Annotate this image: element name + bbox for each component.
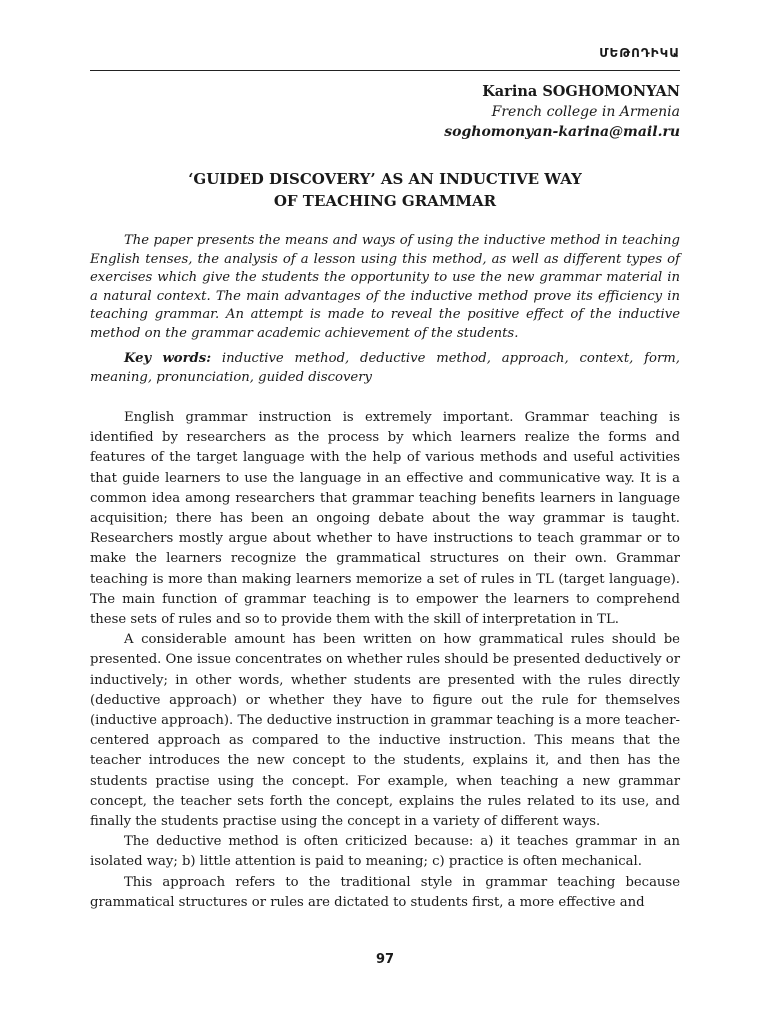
keywords <box>90 350 680 387</box>
abstract: The paper presents the means and ways of using the inductive method in teaching English tenses, the analysis of a lesson using this method, as well as different types of exercises which give the students the opportunity to use the new grammar material in a natural context. The main advantages of the inductive method prove its efficiency in teaching grammar. An attempt is made to reveal the positive effect of the inductive method on the grammar academic achievement of the students. <box>90 233 680 341</box>
document-page <box>90 0 680 1024</box>
body-text <box>90 408 680 913</box>
paper-title-line-2: OF TEACHING GRAMMAR <box>273 192 497 210</box>
author-email: soghomonyan-karina@mail.ru <box>444 124 680 140</box>
author-affiliation: French college in Armenia <box>491 104 680 120</box>
keywords-text: inductive method, deductive method, approach, context, form, meaning, pronunciation, guided discovery <box>90 351 680 385</box>
body-paragraph: English grammar instruction is extremely important. Grammar teaching is identified by researchers as the process by which learners realize the forms and features of the target language with the help of various methods and useful activities that guide learners to use the language in an effective and communicative way. It is a common idea among researchers that grammar teaching benefits learners in language acquisition; there has been an ongoing debate about the way grammar is taught. Researchers mostly argue about whether to have instructions to teach grammar or to make the learners recognize the grammatical structures on their own. Grammar teaching is more than making learners memorize a set of rules in TL (target language). The main function of grammar teaching is to empower the learners to comprehend these sets of rules and so to provide them with the skill of interpretation in TL. <box>90 410 680 628</box>
paper-title-line-1: ‘GUIDED DISCOVERY’ AS AN INDUCTIVE WAY <box>188 170 582 188</box>
body-paragraph: This approach refers to the traditional style in grammar teaching because grammatical structures or rules are dictated to students first, a more effective and <box>90 874 680 910</box>
author-block <box>444 82 680 142</box>
running-head: ՄԵԹՈԴԻԿԱ <box>599 46 680 60</box>
keywords-label: Key words: <box>124 351 212 366</box>
body-paragraph: The deductive method is often criticized because: a) it teaches grammar in an isolated way; b) little attention is paid to meaning; c) practice is often mechanical. <box>90 834 680 870</box>
header-rule <box>90 70 680 71</box>
page-number: 97 <box>375 952 395 967</box>
paper-title <box>90 168 680 212</box>
author-name: Karina SOGHOMONYAN <box>482 83 680 100</box>
body-paragraph: A considerable amount has been written on how grammatical rules should be presented. One issue concentrates on whether rules should be presented deductively or inductively; in other words, whether students are presented with the rules directly (deductive approach) or whether they have to figure out the rule for themselves (inductive approach). The deductive instruction in grammar teaching is a more teacher-centered approach as compared to the inductive instruction. This means that the teacher introduces the new concept to the students, explains it, and then has the students practise using the concept. For example, when teaching a new grammar concept, the teacher sets forth the concept, explains the rules related to its use, and finally the students practise using the concept in a variety of different ways. <box>90 632 680 830</box>
